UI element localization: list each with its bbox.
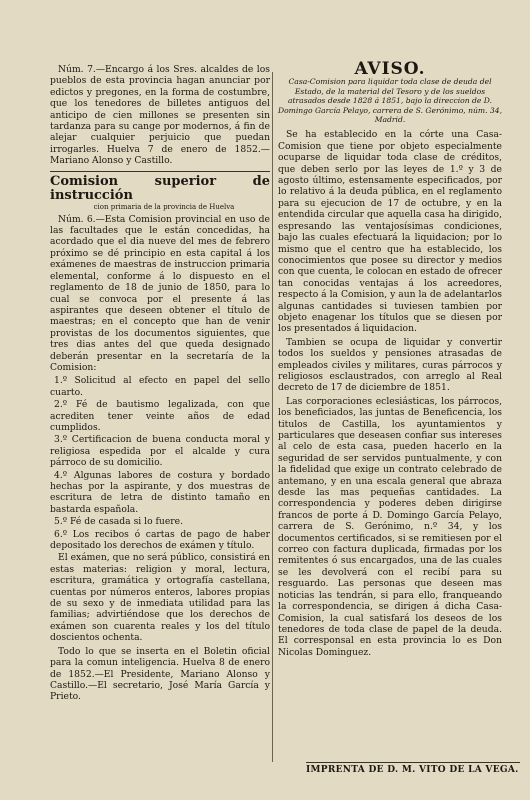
aviso-title: AVISO. [354,59,426,79]
column-divider [272,72,273,762]
aviso-subtitle: Casa-Comision para liquidar toda clase de deuda del Estado, de la material del Tesoro y de los sueldos atrasados desde 1828 á 1851, bajo la direccion de D. Domingo García Pelayo, carrera de S. Gerónimo, núm. 34, Madrid. [278,77,502,125]
list-item: 6.º Los recibos ó cartas de pago de haber depositado los derechos de exámen y título. [50,528,270,552]
list-item: 4.º Algunas labores de costura y bordado hechas por la aspirante, y dos muestras de escritura de letra de distinto tamaño en bastarda española. [50,469,270,515]
left-column [50,64,270,705]
section-heading: Comision superior de instrucción [50,171,270,203]
section-subheading: cion primaria de la provincia de Huelva [93,202,235,211]
exam-paragraph: El exámen, que no será público, consistirá en estas materias: religion y moral, lectura, escritura, gramática y ortografía castellana, cuentas por números enteros, labores propias de su sexo y de inmediata utilidad para las familias; advirtiéndose que los derechos de exámen son cuarenta reales y los del título doscientos ochenta. [50,552,270,644]
aviso-paragraph-2: Tambien se ocupa de liquidar y convertir todos los sueldos y pensiones atrasadas de empleados civiles y militares, curas párrocos y religiosos esclaustrados, con arreglo al Real decreto de 17 de diciembre de 1851. [278,336,502,394]
list-item: 3.º Certificacion de buena conducta moral y religiosa espedida por el alcalde y cura párroco de su domicilio. [50,434,270,469]
notice-6-intro: Núm. 6.—Esta Comision provincial en uso de las facultades que le están concedidas, ha acordado que el dia nueve del mes de febrero próximo se dé principio en esta capital á los exámenes de maestras de instruccion primaria elemental, conforme á lo dispuesto en el reglamento de 18 de junio de 1850, para lo cual se convoca por el presente á las aspirantes que deseen obtener el título de maestras; en el concepto que han de venir provistas de los documentos siguientes, que tres dias antes del que queda designado deberán presentar en la secretaría de la Comision: [50,213,270,373]
list-item: 1.º Solicitud al efecto en papel del sello cuarto. [50,375,270,398]
list-item: 2.º Fé de bautismo legalizada, con que acrediten tener veinte años de edad cumplidos. [50,399,270,433]
notice-7: Núm. 7.—Encargo á los Sres. alcaldes de los pueblos de esta provincia hagan anunciar por edictos y pregones, en la forma de costumbre, que los tenedores de billetes antiguos del anticipo de cien millones se presenten sin tardanza para su cange por modernos, á fin de alejar cualquier perjuicio que puedan irrogarles. Huelva 7 de enero de 1852.—Mariano Alonso y Castillo. [50,64,270,167]
list-item: 5.º Fé de casada si lo fuere. [54,516,184,528]
printer-imprint: IMPRENTA DE D. M. VITO DE LA VEGA. [306,762,520,775]
closing-paragraph: Todo lo que se inserta en el Boletin oficial para la comun inteligencia. Huelva 8 de enero de 1852.—El Presidente, Mariano Alonso y Castillo.—El secretario, José María García y Prieto. [50,645,270,703]
requirements-list [50,375,270,551]
aviso-paragraph-1: Se ha establecido en la córte una Casa-Comision que tiene por objeto especialmente ocuparse de liquidar toda clase de créditos, que deben serlo por las leyes de 1.º y 3 de agosto último, estensamente especificados, por lo relativo á la deuda pública, en el reglamento para su ejecucion de 17 de octubre, y en la entendida circular que aquella casa ha dirigido, espresando las ventajosísimas condiciones, bajo las cuales efectuará la liquidacion; por lo mismo que el centro que ha establecido, los conocimientos que posee su director y medios con que cuenta, le colocan en estado de ofrecer tan conocidas ventajas á los acreedores, respecto á la Comision, y aun la de adelantarlos algunas cantidades si tuviesen tambien por objeto enagenar los títulos que se diesen por los presentados á liquidacion. [278,129,502,335]
right-column [278,59,502,660]
aviso-paragraph-3: Las corporaciones eclesiásticas, los párrocos, los beneficiados, las juntas de Beneficencia, los titulos de Castilla, los ayuntamientos y particulares que deseasen confiar sus intereses al celo de esta casa, pueden hacerlo en la seguridad de ser servidos puntualmente, y con la fidelidad que exige un contrato celebrado de antemano, y en una escala general que abraza desde las mas pequeñas cantidades. La correspondencia y poderes deben dirigirse francos de porte á D. Domingo García Pelayo, carrera de S. Gerónimo, n.º 34, y los documentos certificados, si se remitiesen por el correo con factura duplicada, firmadas por los remitentes ó sus encargados, una de las cuales se les devolverá con el recibí para su resguardo. Las personas que deseen mas noticias las tendrán, si para ello, franqueando la correspondencia, se dirigen á dicha Casa-Comision, la cual satisfará los deseos de los tenedores de toda clase de papel de la deuda. El corresponsal en esta provincia lo es Don Nicolas Dominguez. [278,395,502,658]
